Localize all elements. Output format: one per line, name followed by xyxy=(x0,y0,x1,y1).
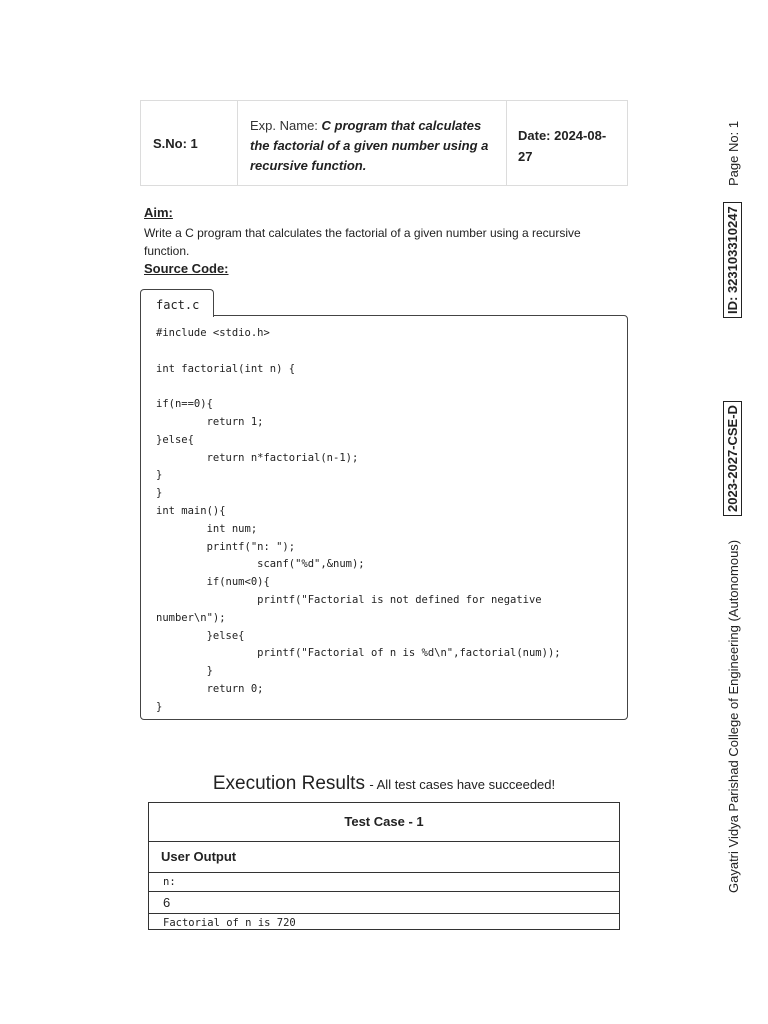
batch-label: 2023-2027-CSE-D xyxy=(723,401,742,516)
output-line: n: xyxy=(149,873,619,892)
execution-results-status: - All test cases have succeeded! xyxy=(369,777,556,792)
user-output-label: User Output xyxy=(149,841,619,873)
college-name: Gayatri Vidya Parishad College of Engineering (Autonomous) xyxy=(726,539,741,893)
source-code-heading: Source Code: xyxy=(144,261,229,276)
page-number: Page No: 1 xyxy=(726,120,741,186)
experiment-name-cell xyxy=(238,101,507,185)
aim-heading: Aim: xyxy=(144,205,173,220)
test-case-table xyxy=(148,802,620,930)
test-case-title: Test Case - 1 xyxy=(149,803,619,842)
student-id: ID: 323103310247 xyxy=(723,202,742,318)
file-tab[interactable]: fact.c xyxy=(140,289,214,317)
execution-results-heading xyxy=(0,773,768,795)
experiment-date: Date: 2024-08-27 xyxy=(518,128,607,164)
experiment-name: C program that calculates the factorial of a given number using a recursive function. xyxy=(250,118,489,173)
aim-text: Write a C program that calculates the factorial of a given number using a recursive function. xyxy=(144,226,581,258)
experiment-header-table xyxy=(140,100,628,186)
experiment-name-label: Exp. Name: xyxy=(250,118,318,133)
output-line: Factorial of n is 720 xyxy=(163,917,296,929)
source-code: #include <stdio.h> int factorial(int n) { if(n==0){ return 1; }else{ return n*factorial(n-1); } } int main(){ int num; printf("n: "); scanf("%d",&num); if(num<0){ printf("Factorial is not defined for negative number\n"); }else{ printf("Factorial of n is %d\n",factorial(num)); } return 0; } xyxy=(156,327,561,713)
output-line: 6 xyxy=(149,892,619,914)
execution-results-title: Execution Results xyxy=(212,773,365,794)
serial-number: S.No: 1 xyxy=(141,101,238,185)
